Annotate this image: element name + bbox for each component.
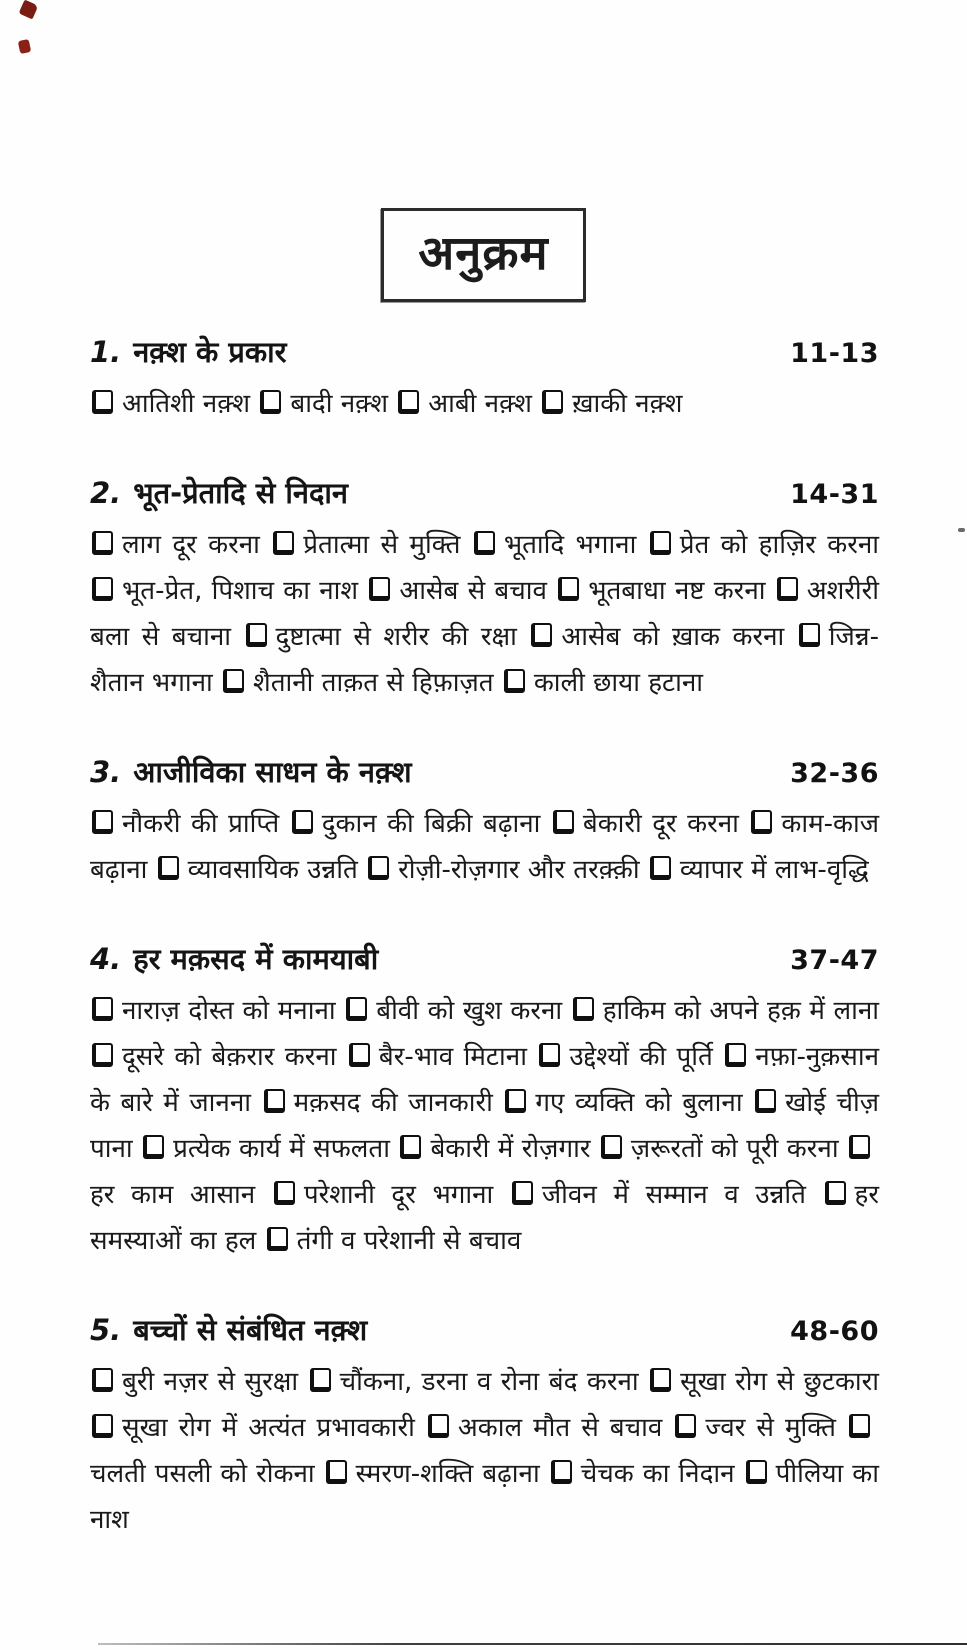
checkbox-icon <box>264 1089 285 1113</box>
toc-item <box>244 622 517 652</box>
toc-item-label: ज़रूरतों को पूरी करना <box>630 1134 839 1164</box>
toc-item-label: स्मरण-शक्ति बढ़ाना <box>355 1459 540 1489</box>
toc-item-label: काली छाया हटाना <box>533 668 704 698</box>
toc-item-label: पीलिया का नाश <box>90 1459 879 1535</box>
toc-item <box>290 809 541 839</box>
toc-item-label: परेशानी दूर भगाना <box>303 1180 494 1210</box>
section-items <box>90 988 879 1264</box>
toc-item <box>90 996 336 1026</box>
toc-item-label: ज्वर से मुक्ति <box>705 1413 837 1443</box>
checkbox-icon <box>551 1460 572 1484</box>
section-title <box>90 332 287 371</box>
checkbox-icon <box>260 390 281 414</box>
toc-item <box>426 1413 662 1443</box>
section-header <box>90 332 879 371</box>
toc-item-label: काम-काज बढ़ाना <box>90 809 880 885</box>
section-header <box>90 752 879 791</box>
section-title-text: हर मक़सद में कामयाबी <box>133 942 379 976</box>
checkbox-icon <box>474 531 495 555</box>
toc-item <box>90 1367 298 1397</box>
toc-item-label: तंगी व परेशानी से बचाव <box>296 1226 522 1256</box>
toc-item <box>221 668 494 698</box>
checkbox-icon <box>273 531 294 555</box>
section-page-range: 48-60 <box>790 1316 879 1347</box>
toc-item <box>308 1367 639 1397</box>
toc-item-label: चौंकना, डरना व रोना बंद करना <box>339 1367 639 1397</box>
toc-item <box>396 389 532 419</box>
page-title: अनुक्रम <box>418 226 549 281</box>
toc-item <box>503 1088 742 1118</box>
checkbox-icon <box>223 669 244 693</box>
toc-item-label: भूतादि भगाना <box>503 530 637 560</box>
toc-item <box>398 1134 590 1164</box>
toc-item-label: सूखा रोग में अत्यंत प्रभावकारी <box>122 1413 415 1443</box>
toc-item-label: नौकरी की प्राप्ति <box>122 809 280 839</box>
checkbox-icon <box>346 997 367 1021</box>
toc-item-label: दुष्टात्मा से शरीर की रक्षा <box>275 622 517 652</box>
toc-item <box>673 1413 836 1443</box>
toc-item-label: बेकारी में रोज़गार <box>430 1134 591 1164</box>
toc-item <box>472 530 637 560</box>
section-items <box>90 801 879 893</box>
toc-item <box>262 1088 493 1118</box>
checkbox-icon <box>558 577 579 601</box>
section-title-text: बच्चों से संबंधित नक़्श <box>133 1313 368 1347</box>
toc-item-label: प्रत्येक कार्य में सफलता <box>173 1134 390 1164</box>
table-of-contents <box>0 332 967 1543</box>
checkbox-icon <box>650 1368 671 1392</box>
checkbox-icon <box>246 623 267 647</box>
toc-item-label: भूतबाधा नष्ट करना <box>588 576 766 606</box>
checkbox-icon <box>326 1460 347 1484</box>
toc-item-label: हाकिम को अपने हक़ में लाना <box>602 996 880 1026</box>
section-title <box>90 752 412 791</box>
checkbox-icon <box>92 390 113 414</box>
scan-artifact-bottom-line <box>98 1643 967 1645</box>
toc-item <box>367 576 547 606</box>
checkbox-icon <box>755 1089 776 1113</box>
toc-item <box>324 1459 540 1489</box>
section-page-range: 37-47 <box>790 945 879 976</box>
toc-item-label: बीवी को खुश करना <box>376 996 563 1026</box>
section-title-text: नक़्श के प्रकार <box>133 335 287 369</box>
toc-item-label: हर समस्याओं का हल <box>90 1180 879 1256</box>
toc-item <box>537 1042 713 1072</box>
section-number: 4. <box>90 942 122 976</box>
toc-item-label: गए व्यक्ति को बुलाना <box>535 1088 743 1118</box>
checkbox-icon <box>650 856 671 880</box>
toc-item <box>599 1134 839 1164</box>
toc-item-label: चलती पसली को रोकना <box>90 1459 315 1489</box>
toc-item-label: लाग दूर करना <box>122 530 260 560</box>
checkbox-icon <box>542 390 563 414</box>
toc-item <box>271 530 460 560</box>
section-number: 5. <box>90 1313 122 1347</box>
toc-item <box>549 1459 735 1489</box>
toc-item-label: हर काम आसान <box>90 1180 256 1210</box>
toc-item <box>510 1180 806 1210</box>
toc-item-label: ख़ाकी नक़्श <box>572 389 683 419</box>
toc-item-label: भूत-प्रेत, पिशाच का नाश <box>122 576 359 606</box>
section-title <box>90 939 378 978</box>
toc-item <box>366 855 640 885</box>
checkbox-icon <box>601 1135 622 1159</box>
toc-item <box>90 530 260 560</box>
checkbox-icon <box>267 1227 288 1251</box>
toc-item <box>90 1042 337 1072</box>
toc-item-label: दूसरे को बेक़रार करना <box>122 1042 337 1072</box>
toc-item-label: आतिशी नक़्श <box>122 389 251 419</box>
checkbox-icon <box>675 1414 696 1438</box>
toc-item-label: नाराज़ दोस्त को मनाना <box>122 996 336 1026</box>
toc-item-label: आबी नक़्श <box>428 389 532 419</box>
toc-item <box>156 855 358 885</box>
checkbox-icon <box>92 577 113 601</box>
section-items <box>90 381 879 427</box>
checkbox-icon <box>92 531 113 555</box>
checkbox-icon <box>849 1414 870 1438</box>
checkbox-icon <box>825 1181 846 1205</box>
checkbox-icon <box>539 1043 560 1067</box>
toc-item <box>141 1134 390 1164</box>
section-items <box>90 1359 879 1543</box>
checkbox-icon <box>369 577 390 601</box>
scan-artifact-red-mark <box>19 0 39 19</box>
checkbox-icon <box>398 390 419 414</box>
checkbox-icon <box>368 856 389 880</box>
toc-item-label: जीवन में सम्मान व उन्नति <box>541 1180 806 1210</box>
toc-section <box>90 1310 879 1543</box>
section-number: 2. <box>90 476 122 510</box>
section-page-range: 11-13 <box>790 338 879 369</box>
toc-item-label: प्रेत को हाज़िर करना <box>679 530 879 560</box>
toc-item-label: रोज़ी-रोज़गार और तरक़्क़ी <box>398 855 640 885</box>
section-header <box>90 939 879 978</box>
toc-item-label: चेचक का निदान <box>580 1459 735 1489</box>
checkbox-icon <box>531 623 552 647</box>
checkbox-icon <box>573 997 594 1021</box>
section-items <box>90 522 879 706</box>
section-title-text: आजीविका साधन के नक़्श <box>133 755 412 789</box>
contents-title-box <box>381 208 585 302</box>
checkbox-icon <box>650 531 671 555</box>
toc-item-label: नफ़ा-नुक़सान के बारे में जानना <box>90 1042 880 1118</box>
toc-item-label: बादी नक़्श <box>290 389 388 419</box>
section-header <box>90 1310 879 1349</box>
toc-section <box>90 473 879 706</box>
toc-section <box>90 939 879 1264</box>
toc-item-label: मक़सद की जानकारी <box>293 1088 493 1118</box>
checkbox-icon <box>428 1414 449 1438</box>
toc-item <box>90 809 279 839</box>
toc-item-label: आसेब को ख़ाक करना <box>561 622 785 652</box>
toc-item <box>529 622 784 652</box>
checkbox-icon <box>92 1414 113 1438</box>
toc-section <box>90 752 879 893</box>
checkbox-icon <box>92 997 113 1021</box>
section-title <box>90 1310 367 1349</box>
toc-item-label: सूखा रोग से छुटकारा <box>680 1367 880 1397</box>
toc-item <box>272 1180 493 1210</box>
toc-item <box>258 389 388 419</box>
checkbox-icon <box>504 669 525 693</box>
section-page-range: 32-36 <box>790 758 879 789</box>
toc-item-label: उद्देश्यों की पूर्ति <box>569 1042 713 1072</box>
section-number: 3. <box>90 755 122 789</box>
toc-item-label: बुरी नज़र से सुरक्षा <box>122 1367 299 1397</box>
toc-item <box>344 996 562 1026</box>
toc-item-label: प्रेतात्मा से मुक्ति <box>303 530 461 560</box>
toc-item <box>556 576 765 606</box>
toc-item-label: अकाल मौत से बचाव <box>457 1413 663 1443</box>
toc-item <box>571 996 879 1026</box>
toc-item <box>648 855 869 885</box>
toc-item <box>347 1042 527 1072</box>
toc-item <box>90 576 358 606</box>
toc-item <box>551 809 739 839</box>
toc-item-label: अशरीरी बला से बचाना <box>90 576 880 652</box>
toc-item-label: शैतानी ताक़त से हिफ़ाज़त <box>253 668 494 698</box>
checkbox-icon <box>92 1368 113 1392</box>
toc-item <box>265 1226 522 1256</box>
section-number: 1. <box>90 335 122 369</box>
checkbox-icon <box>849 1135 870 1159</box>
checkbox-icon <box>92 810 113 834</box>
toc-item <box>540 389 682 419</box>
checkbox-icon <box>349 1043 370 1067</box>
section-header <box>90 473 879 512</box>
checkbox-icon <box>553 810 574 834</box>
toc-item-label: बेकारी दूर करना <box>582 809 739 839</box>
checkbox-icon <box>799 623 820 647</box>
toc-item <box>648 1367 879 1397</box>
checkbox-icon <box>751 810 772 834</box>
section-title-text: भूत-प्रेतादि से निदान <box>133 476 349 510</box>
checkbox-icon <box>746 1460 767 1484</box>
checkbox-icon <box>143 1135 164 1159</box>
checkbox-icon <box>92 1043 113 1067</box>
toc-item <box>648 530 879 560</box>
toc-item-label: बैर-भाव मिटाना <box>378 1042 527 1072</box>
section-page-range: 14-31 <box>790 479 879 510</box>
toc-item <box>90 1413 415 1443</box>
checkbox-icon <box>274 1181 295 1205</box>
checkbox-icon <box>512 1181 533 1205</box>
checkbox-icon <box>777 577 798 601</box>
toc-item-label: खोई चीज़ पाना <box>90 1088 880 1164</box>
toc-item-label: व्यावसायिक उन्नति <box>187 855 358 885</box>
checkbox-icon <box>310 1368 331 1392</box>
toc-item <box>502 668 703 698</box>
checkbox-icon <box>292 810 313 834</box>
toc-section <box>90 332 879 427</box>
toc-item-label: दुकान की बिक्री बढ़ाना <box>321 809 541 839</box>
toc-item-label: जिन्न-शैतान भगाना <box>90 622 879 698</box>
toc-item <box>90 389 250 419</box>
checkbox-icon <box>158 856 179 880</box>
scan-artifact-red-mark <box>18 39 31 54</box>
checkbox-icon <box>400 1135 421 1159</box>
toc-item-label: व्यापार में लाभ-वृद्धि <box>679 855 869 885</box>
checkbox-icon <box>725 1043 746 1067</box>
checkbox-icon <box>505 1089 526 1113</box>
section-title <box>90 473 348 512</box>
toc-item-label: आसेब से बचाव <box>399 576 547 606</box>
